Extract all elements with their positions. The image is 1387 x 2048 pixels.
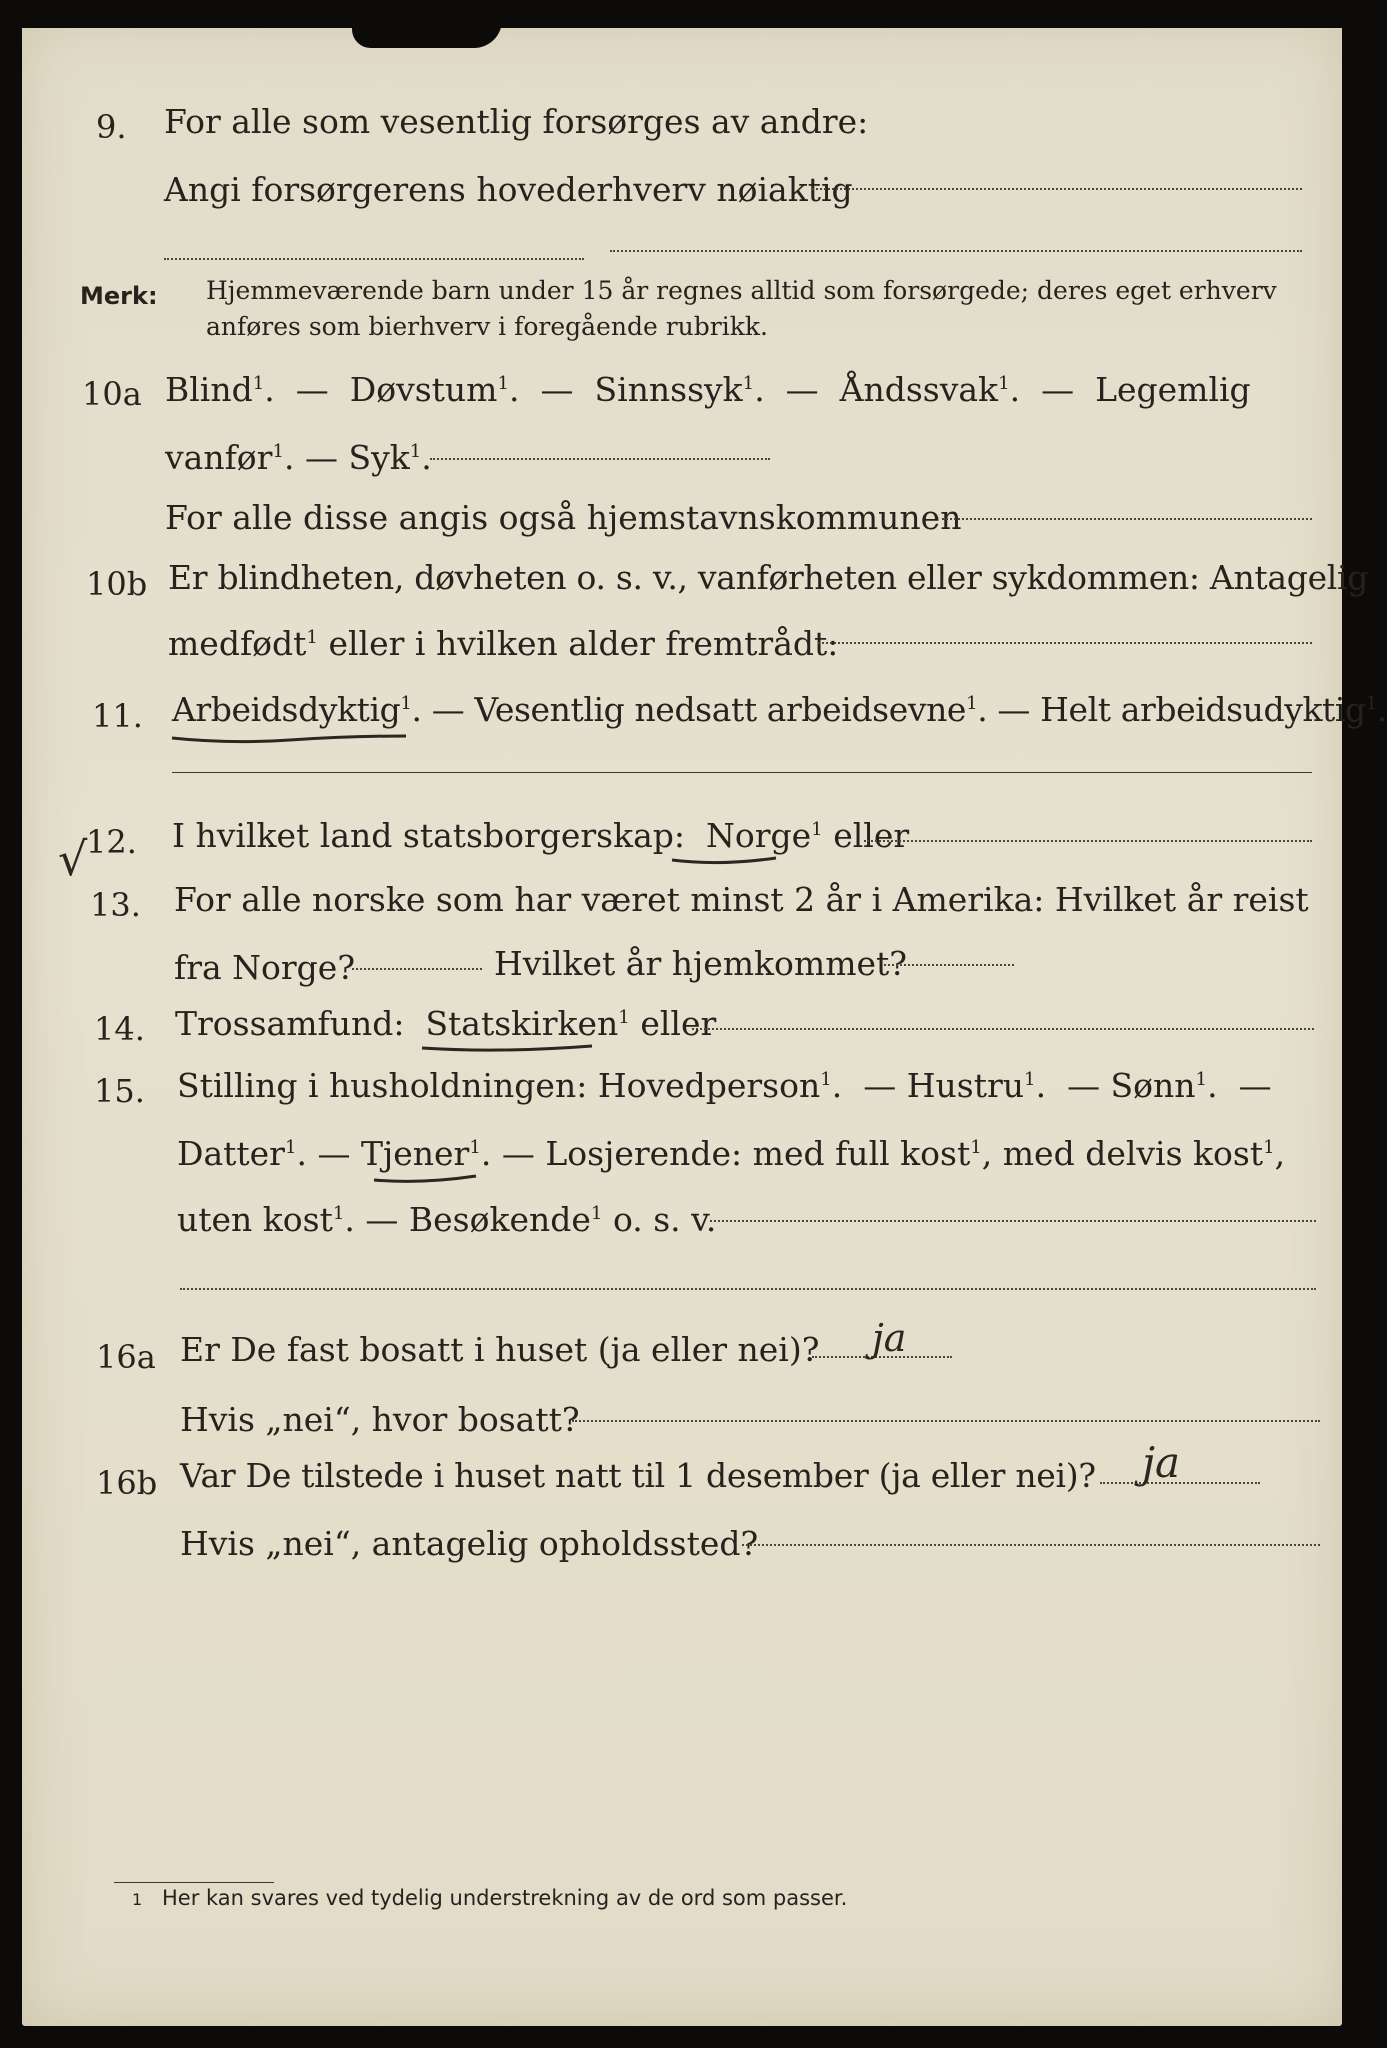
merk-line1: Hjemmeværende barn under 15 år regnes alltid som forsørgede; deres eget erhverv bbox=[206, 276, 1277, 305]
q11-answer-line[interactable] bbox=[172, 772, 1312, 773]
q16b-line2: Hvis „nei“, antagelig opholdssted? bbox=[180, 1524, 759, 1563]
torn-edge bbox=[22, 20, 1342, 28]
handwritten-underline bbox=[420, 1042, 596, 1058]
footnote-text: Her kan svares ved tydelig understrekning av de ord som passer. bbox=[162, 1886, 848, 1910]
q16a-line1: Er De fast bosatt i huset (ja eller nei)? bbox=[180, 1330, 820, 1369]
q10b-answer-line[interactable] bbox=[818, 642, 1312, 644]
q10a-hjemstavn-line[interactable] bbox=[942, 518, 1312, 520]
q13-line2b: Hvilket år hjemkommet? bbox=[494, 944, 907, 983]
q9-number: 9. bbox=[96, 108, 127, 146]
q9-answer-line-2[interactable] bbox=[164, 258, 584, 260]
q10a-line2: vanfør$^1$. — Syk$^1$. bbox=[165, 438, 432, 477]
merk-label: Merk: bbox=[80, 282, 158, 310]
statskirken-underlined: Statskirken bbox=[425, 1004, 619, 1043]
q12-answer-line[interactable] bbox=[864, 840, 1312, 842]
q14-number: 14. bbox=[94, 1010, 145, 1048]
q14-line: Trossamfund: Statskirken$^1$ eller bbox=[175, 1004, 717, 1043]
q10a-answer-line[interactable] bbox=[430, 458, 770, 460]
q15-answer-line-2[interactable] bbox=[180, 1288, 1316, 1290]
q16b-handwritten-answer: ja bbox=[1142, 1438, 1181, 1487]
q15-line3: uten kost$^1$. — Besøkende$^1$ o. s. v. bbox=[177, 1200, 717, 1239]
census-form-page bbox=[22, 20, 1387, 2026]
q16a-handwritten-answer: ja bbox=[872, 1316, 907, 1360]
q13-line1: For alle norske som har været minst 2 år i Amerika: Hvilket år reist bbox=[174, 880, 1309, 919]
q9-answer-line[interactable] bbox=[812, 188, 1302, 190]
q13-line2a: fra Norge? bbox=[174, 948, 356, 987]
arbeidsdyktig-underlined: Arbeidsdyktig bbox=[172, 690, 401, 729]
handwritten-underline bbox=[670, 854, 780, 870]
q11-number: 11. bbox=[92, 697, 143, 735]
q16b-number: 16b bbox=[96, 1464, 158, 1502]
q16a-line2: Hvis „nei“, hvor bosatt? bbox=[180, 1400, 580, 1439]
q13-number: 13. bbox=[90, 886, 141, 924]
q13-reist-line[interactable] bbox=[352, 968, 482, 970]
q16b-line1: Var De tilstede i huset natt til 1 desember (ja eller nei)? bbox=[180, 1456, 1096, 1495]
q13-hjemkommet-line[interactable] bbox=[884, 964, 1014, 966]
q11-line1: Arbeidsdyktig$^1$. — Vesentlig nedsatt arbeidsevne$^1$. — Helt arbeidsudyktig$^1$. bbox=[172, 690, 1387, 729]
q15-line2: Datter$^1$. — Tjener$^1$. — Losjerende: med full kost$^1$, med delvis kost$^1$, bbox=[177, 1134, 1286, 1173]
torn-edge bbox=[352, 20, 502, 48]
handwritten-underline bbox=[372, 1172, 482, 1188]
norge-underlined: Norge bbox=[706, 816, 812, 855]
q10a-line1: Blind$^1$. — Døvstum$^1$. — Sinnssyk$^1$. — Åndssvak$^1$. — Legemlig bbox=[165, 370, 1251, 409]
q9-answer-line-3[interactable] bbox=[610, 250, 1302, 252]
q10a-line3: For alle disse angis også hjemstavnskommunen bbox=[165, 498, 962, 537]
q15-line1: Stilling i husholdningen: Hovedperson$^1$. — Hustru$^1$. — Sønn$^1$. — bbox=[177, 1066, 1272, 1105]
q10a-number: 10a bbox=[82, 375, 142, 413]
q14-answer-line[interactable] bbox=[692, 1028, 1314, 1030]
q15-answer-line[interactable] bbox=[710, 1220, 1316, 1222]
tjener-underlined: Tjener bbox=[361, 1134, 470, 1173]
q16a-number: 16a bbox=[96, 1338, 156, 1376]
q10b-number: 10b bbox=[86, 565, 148, 603]
q16b-opholdssted-line[interactable] bbox=[742, 1544, 1320, 1546]
q15-number: 15. bbox=[94, 1072, 145, 1110]
merk-line2: anføres som bierhverv i foregående rubrikk. bbox=[206, 312, 768, 341]
q16a-bosatt-line[interactable] bbox=[572, 1420, 1320, 1422]
handwritten-underline bbox=[170, 728, 410, 748]
q12-number: 12. bbox=[86, 823, 137, 861]
footnote-mark: 1 bbox=[132, 1890, 143, 1909]
q12-line: I hvilket land statsborgerskap: Norge$^1$ eller bbox=[172, 816, 910, 855]
q9-line2: Angi forsørgerens hovederhverv nøiaktig bbox=[164, 170, 853, 209]
footnote-rule bbox=[114, 1882, 274, 1883]
q9-line1: For alle som vesentlig forsørges av andre: bbox=[164, 102, 869, 141]
q10b-line2: medfødt$^1$ eller i hvilken alder fremtrådt: bbox=[168, 624, 839, 663]
q10b-line1: Er blindheten, døvheten o. s. v., vanførheten eller sykdommen: Antagelig bbox=[168, 558, 1369, 597]
margin-checkmark: √ bbox=[58, 832, 88, 886]
